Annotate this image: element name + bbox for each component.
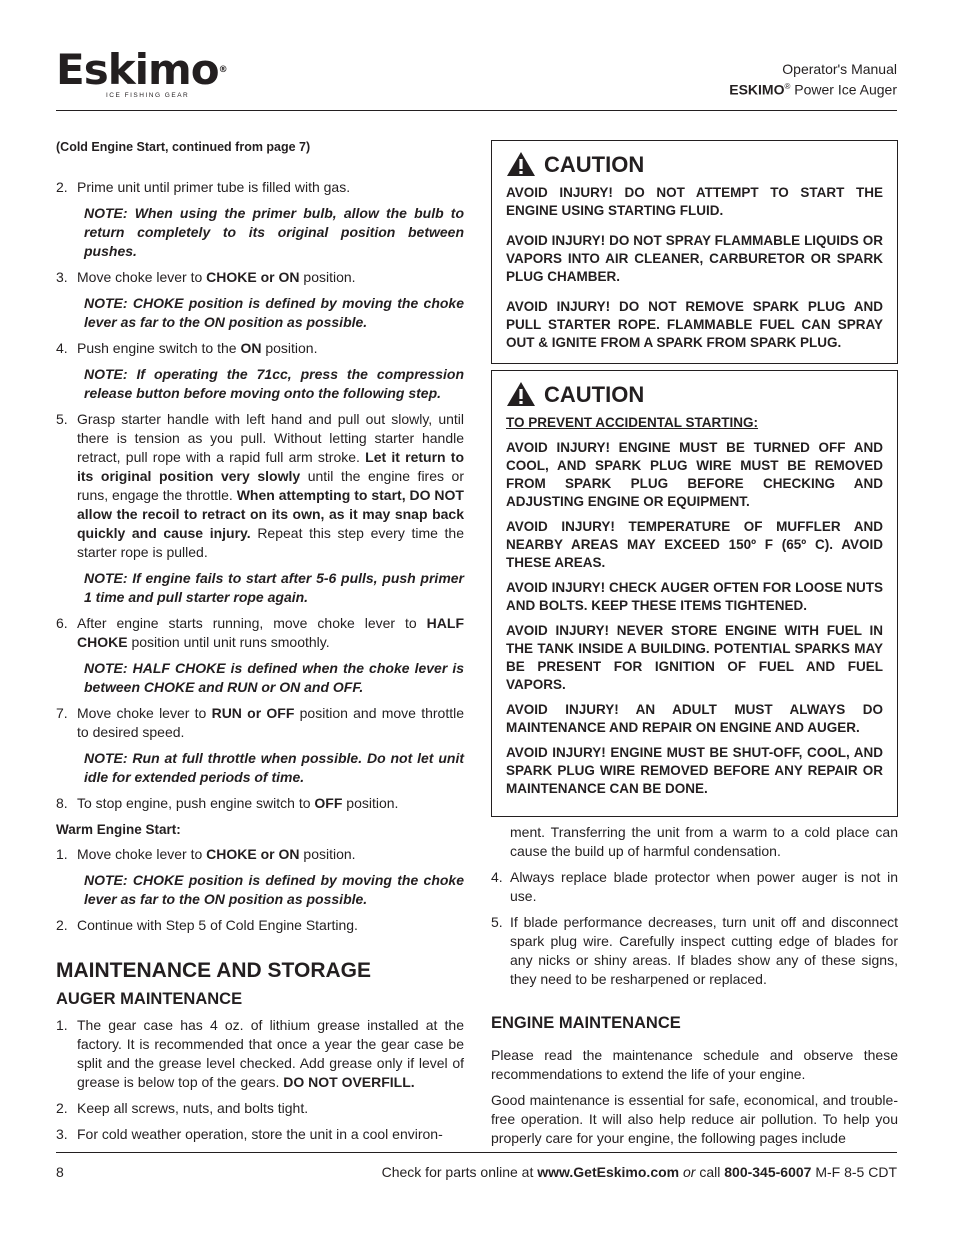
paragraph: AVOID INJURY! CHECK AUGER OFTEN FOR LOOSE NUTS AND BOLTS. KEEP THESE ITEMS TIGHTENED. [506, 580, 883, 613]
paragraph: AVOID INJURY! DO NOT SPRAY FLAMMABLE LIQUIDS OR VAPORS INTO AIR CLEANER, CARBURETOR OR SPARK PLUG CHAMBER. [506, 233, 883, 284]
step-number: 5. [491, 914, 503, 930]
engine-maintenance-heading: ENGINE MAINTENANCE [491, 1014, 681, 1032]
paragraph: AVOID INJURY! DO NOT REMOVE SPARK PLUG AND PULL STARTER ROPE. FLAMMABLE FUEL CAN SPRAY OUT & IGNITE FROM A SPARK FROM SPARK PLUG. [506, 299, 883, 350]
step-number: 1. [56, 846, 68, 862]
auger-maintenance-heading: AUGER MAINTENANCE [56, 990, 243, 1008]
step-text: Move choke lever to CHOKE or ON position. [77, 269, 356, 285]
step-number: 7. [56, 705, 68, 721]
header-divider [56, 110, 897, 111]
step-number: 5. [56, 411, 68, 427]
step-note: NOTE: CHOKE position is defined by moving the choke lever as far to the ON position as possible. [84, 295, 464, 330]
caution-box-fluids [491, 140, 898, 364]
step-number: 4. [491, 869, 503, 885]
step-text: Push engine switch to the ON position. [77, 340, 318, 356]
step-note: NOTE: HALF CHOKE is defined when the choke lever is between CHOKE and RUN or ON and OFF. [84, 660, 464, 695]
list-item [56, 614, 464, 652]
phone-number: 800-345-6007 [724, 1164, 812, 1180]
step-text: The gear case has 4 oz. of lithium grease installed at the factory. It is recommended that once a year the gear case be split and the grease level checked. Add grease only if level of grease is below top of the gears. DO NOT OVERFILL. [77, 1017, 464, 1090]
step-note: NOTE: CHOKE position is defined by moving the choke lever as far to the ON position as possible. [84, 872, 464, 907]
step-number: 2. [56, 1100, 68, 1116]
list-item [56, 1016, 464, 1092]
left-column [56, 138, 464, 1151]
list-item [56, 339, 464, 358]
step-text: Move choke lever to CHOKE or ON position. [77, 846, 356, 862]
step-number: 3. [56, 269, 68, 285]
step-number: 2. [56, 917, 68, 933]
step-text: Keep all screws, nuts, and bolts tight. [77, 1100, 309, 1116]
step-number: 6. [56, 615, 68, 631]
caution-subheading: TO PREVENT ACCIDENTAL STARTING: [506, 415, 759, 430]
list-item [56, 916, 464, 935]
step-text: Move choke lever to RUN or OFF position and move throttle to desired speed. [77, 705, 464, 740]
list-item [491, 868, 898, 906]
engine-maintenance-text [491, 1046, 898, 1148]
auger-maintenance-steps [56, 1016, 464, 1144]
caution-title: CAUTION [506, 377, 883, 411]
caution-text [506, 184, 883, 352]
parts-info: Check for parts online at www.GetEskimo.com or call 800-345-6007 M-F 8-5 CDT [381, 1164, 897, 1180]
warm-start-steps [56, 845, 464, 935]
list-item [56, 268, 464, 287]
logo-subtitle: ICE FISHING GEAR [106, 92, 190, 99]
step-number: 3. [56, 1126, 68, 1142]
list-item [56, 410, 464, 562]
step-text: For cold weather operation, store the unit in a cool environ- [77, 1126, 443, 1142]
step-note: NOTE: Run at full throttle when possible. Do not let unit idle for extended periods of time. [84, 750, 464, 785]
step-number: 2. [56, 179, 68, 195]
step-text: Always replace blade protector when power auger is not in use. [510, 869, 898, 904]
website-link[interactable]: www.GetEskimo.com [537, 1164, 680, 1180]
list-item [56, 794, 464, 813]
auger-maintenance-steps-cont [491, 868, 898, 989]
paragraph: Please read the maintenance schedule and observe these recommendations to extend the life of your engine. [491, 1047, 898, 1082]
paragraph: AVOID INJURY! NEVER STORE ENGINE WITH FUEL IN THE TANK INSIDE A BUILDING. POTENTIAL SPARKS MAY BE PRESENT FOR IGNITION OF FUEL AND FUEL VAPORS. [506, 623, 883, 692]
step-text: Prime unit until primer tube is filled with gas. [77, 179, 351, 195]
step-text: If blade performance decreases, turn unit off and disconnect spark plug wire. Carefully inspect cutting edge of blades for any nicks or shiny areas. If blades show any of these signs, they need to be resharpened or replaced. [510, 914, 898, 987]
step-note: NOTE: If operating the 71cc, press the compression release button before moving onto the following step. [84, 366, 464, 401]
paragraph: Good maintenance is essential for safe, economical, and trouble-free operation. It will also help reduce air pollution. To help you properly care for your engine, the following pages include [491, 1092, 898, 1146]
step-note: NOTE: If engine fails to start after 5-6 pulls, push primer 1 time and pull starter rope again. [84, 570, 464, 605]
manual-title: Operator's Manual [782, 61, 897, 77]
step-number: 8. [56, 795, 68, 811]
warning-triangle-icon [506, 381, 536, 407]
paragraph: AVOID INJURY! TEMPERATURE OF MUFFLER AND NEARBY AREAS MAY EXCEED 150º F (65º C). AVOID THESE AREAS. [506, 519, 883, 570]
continued-note: (Cold Engine Start, continued from page 7) [56, 140, 311, 154]
step-text: Continue with Step 5 of Cold Engine Starting. [77, 917, 358, 933]
paragraph: AVOID INJURY! AN ADULT MUST ALWAYS DO MAINTENANCE AND REPAIR ON ENGINE AND AUGER. [506, 702, 883, 735]
step-text: After engine starts running, move choke lever to HALF CHOKE position until unit runs smoothly. [77, 615, 464, 650]
cold-start-steps [56, 178, 464, 813]
paragraph: AVOID INJURY! ENGINE MUST BE TURNED OFF AND COOL, AND SPARK PLUG WIRE MUST BE REMOVED FROM SPARK PLUG BEFORE CHECKING AND ADJUSTING ENGINE OR EQUIPMENT. [506, 440, 883, 509]
eskimo-logo [56, 45, 227, 104]
manual-header [729, 60, 897, 99]
list-item [56, 1125, 464, 1144]
continued-step-text: ment. Transferring the unit from a warm to a cold place can cause the build up of harmful condensation. [510, 824, 898, 859]
step-number: 4. [56, 340, 68, 356]
step-text: To stop engine, push engine switch to OFF position. [77, 795, 399, 811]
list-item [56, 704, 464, 742]
list-item [56, 1099, 464, 1118]
list-item [56, 178, 464, 197]
step-text: Grasp starter handle with left hand and pull out slowly, until there is tension as you pull. Without letting starter handle retract, pull rope with a rapid full arm stroke. Let it return to its original position very slowly until the engine fires or runs, engage the throttle. When attempting to start, DO NOT allow the recoil to retract on its own, as it may snap back quickly and cause injury. Repeat this step every time the starter rope is pulled. [77, 411, 465, 560]
warm-start-heading: Warm Engine Start: [56, 822, 181, 837]
warning-triangle-icon [506, 151, 536, 177]
list-item [491, 913, 898, 989]
step-note: NOTE: When using the primer bulb, allow the bulb to return completely to its original position between pushes. [84, 205, 464, 259]
paragraph: AVOID INJURY! DO NOT ATTEMPT TO START THE ENGINE USING STARTING FLUID. [506, 185, 883, 218]
list-item [56, 845, 464, 864]
paragraph: AVOID INJURY! ENGINE MUST BE SHUT-OFF, COOL, AND SPARK PLUG WIRE REMOVED BEFORE ANY REPAIR OR MAINTENANCE CAN BE DONE. [506, 745, 883, 796]
logo-wordmark: Eskimo® [56, 45, 227, 94]
step-number: 1. [56, 1017, 68, 1033]
product-title: ESKIMO® Power Ice Auger [729, 81, 897, 98]
footer-divider [56, 1152, 897, 1153]
right-column [491, 140, 898, 1155]
caution-box-starting [491, 370, 898, 817]
caution-text [506, 439, 883, 798]
maintenance-heading: MAINTENANCE AND STORAGE [56, 959, 372, 982]
page-number: 8 [56, 1164, 64, 1180]
caution-title: CAUTION [506, 147, 883, 181]
